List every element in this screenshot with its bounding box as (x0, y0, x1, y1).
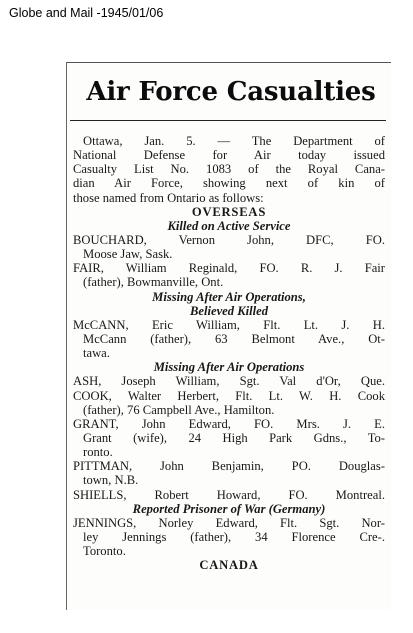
entry-line: Toronto. (83, 544, 126, 559)
entry-line: Grant (wife), 24 High Park Gdns., To- (83, 430, 385, 445)
entry-line: JENNINGS, Norley Edward, Flt. Sgt. Nor- (73, 515, 385, 530)
section-heading-prisoner: Reported Prisoner of War (Germany) (132, 501, 326, 516)
intro-line: Ottawa, Jan. 5. — The Department of (83, 134, 385, 148)
entry-line: ronto. (83, 445, 113, 460)
intro-line: National Defense for Air today issued (73, 148, 385, 163)
clipping-top-rule (66, 62, 391, 63)
section-heading-killed: Killed on Active Service (167, 218, 291, 233)
entry-line: PITTMAN, John Benjamin, PO. Douglas- (73, 459, 385, 474)
section-heading-missing-believed: Missing After Air Operations, (152, 289, 306, 304)
entry-line: FAIR, William Reginald, FO. R. J. Fair (73, 261, 385, 276)
clipping-left-rule (66, 62, 67, 610)
section-heading-overseas: OVERSEAS (191, 204, 267, 219)
entry-line: McCANN, Eric William, Flt. Lt. J. H. (73, 317, 385, 332)
article-body (73, 134, 385, 572)
section-heading-missing: Missing After Air Operations (153, 360, 305, 375)
source-caption: Globe and Mail -1945/01/06 (9, 6, 164, 20)
entry-line: GRANT, John Edward, FO. Mrs. J. E. (73, 416, 385, 431)
entry-line: McCann (father), 63 Belmont Ave., Ot- (83, 331, 385, 346)
entry-line: ASH, Joseph William, Sgt. Val d'Or, Que. (73, 374, 385, 389)
entry-line: (father), Bowmanville, Ont. (83, 275, 224, 290)
newspaper-clipping (66, 62, 391, 610)
section-heading-canada: CANADA (199, 558, 259, 573)
entry-line: tawa. (83, 346, 110, 361)
entry-line: (father), 76 Campbell Ave., Hamilton. (83, 402, 275, 417)
entry-line: BOUCHARD, Vernon John, DFC, FO. (73, 232, 385, 247)
entry-line: COOK, Walter Herbert, Flt. Lt. W. H. Cook (73, 388, 385, 403)
entry-line: town, N.B. (83, 473, 139, 488)
intro-line: dian Air Force, showing next of kin of (73, 176, 385, 191)
headline-rule (70, 120, 386, 121)
intro-line: Casualty List No. 1083 of the Royal Cana- (73, 162, 385, 177)
entry-line: SHIELLS, Robert Howard, FO. Montreal. (73, 487, 385, 502)
entry-line: ley Jennings (father), 34 Florence Cre-. (83, 529, 385, 544)
intro-line: those named from Ontario as follows: (73, 190, 264, 205)
entry-line: Moose Jaw, Sask. (83, 247, 173, 262)
section-heading-believed-killed: Believed Killed (190, 303, 268, 318)
headline: Air Force Casualties (86, 77, 376, 107)
